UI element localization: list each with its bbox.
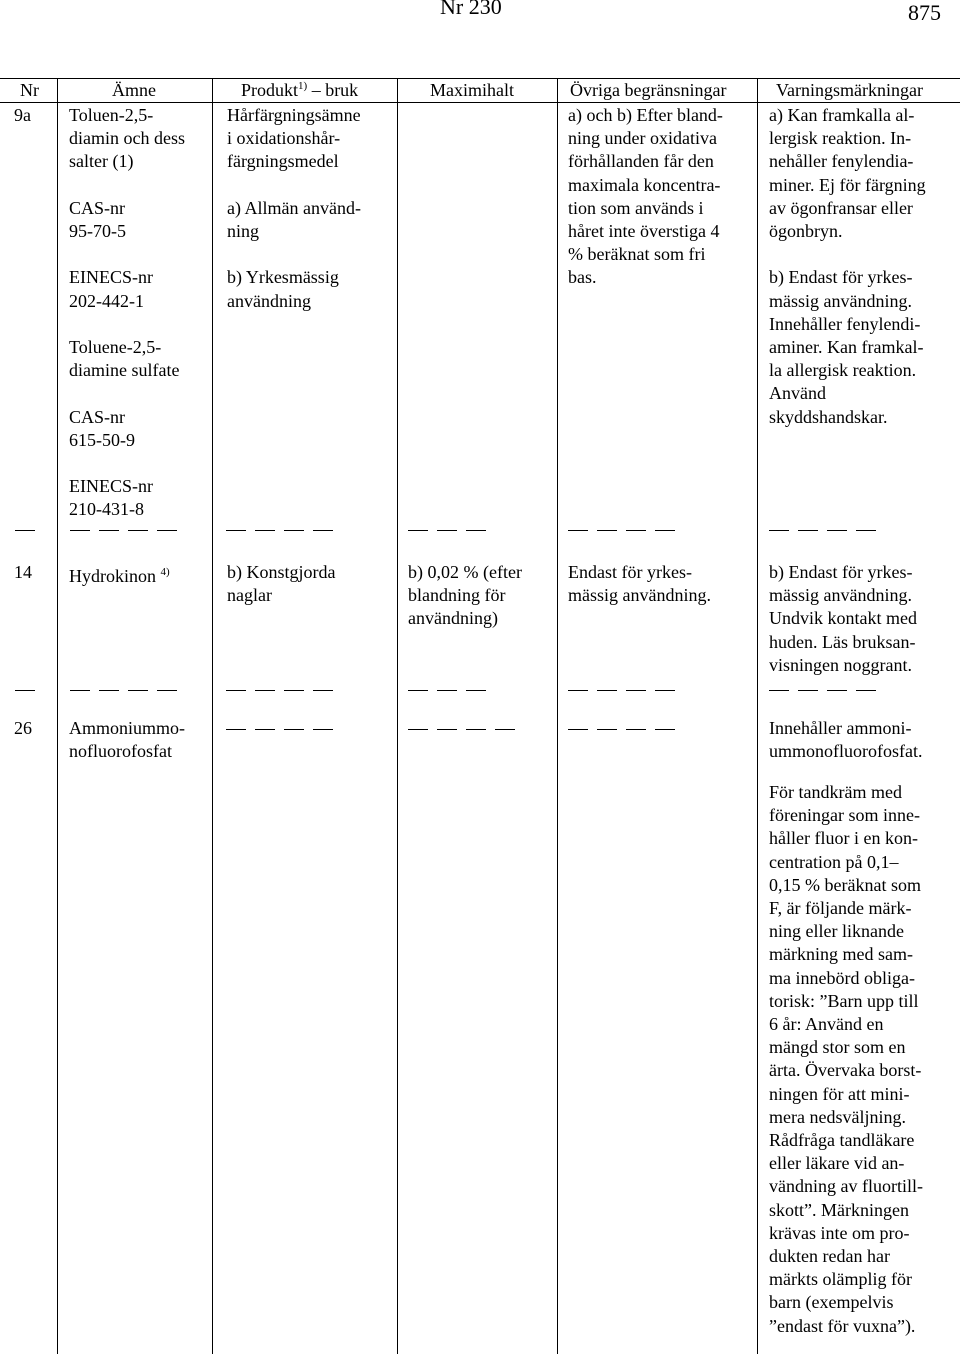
empty-cell-dash [568,729,588,730]
row-14-restrictions: Endast för yrkes- mässig användning. [568,562,711,606]
separator-dash [99,530,119,531]
page-number: 875 [908,0,941,25]
separator-dash [408,690,428,691]
document-number: Nr 230 [440,0,502,19]
separator-dash [856,690,876,691]
column-header-nr: Nr [20,80,39,100]
row-14-substance-name: Hydrokinon [69,566,161,586]
empty-cell-dash [626,729,646,730]
separator-dash [226,690,246,691]
column-divider [557,78,558,1354]
column-header-varning: Varningsmärkningar [776,80,923,100]
separator-dash [798,530,818,531]
separator-dash [568,530,588,531]
empty-cell-dash [597,729,617,730]
separator-dash [408,530,428,531]
separator-dash [157,690,177,691]
row-9a-substance: Toluen-2,5- diamin och dess salter (1) CAS-nr 95-70-5 EINECS-nr 202-442-1 Toluene-2,5- diamine sulfate CAS-nr 615-50-9 EINECS-nr 210-431-8 [69,105,185,520]
separator-dash [157,530,177,531]
separator-dash [626,530,646,531]
empty-cell-dash [313,729,333,730]
separator-dash [798,690,818,691]
row-9a-nr: 9a [14,105,31,125]
column-divider [57,78,58,1354]
row-14-nr: 14 [14,562,32,582]
separator-dash [597,530,617,531]
separator-dash [128,690,148,691]
empty-cell-dash [284,729,304,730]
row-14-product: b) Konstgjorda naglar [227,562,336,606]
separator-dash [284,690,304,691]
row-14-warnings: b) Endast för yrkes- mässig användning. Undvik kontakt med huden. Läs bruksan- visningen noggrant. [769,562,917,675]
separator-dash [466,690,486,691]
row-9a-restrictions: a) och b) Efter bland- ning under oxidativa förhållanden får den maximala koncentra- tion som används i håret inte överstiga 4 % beräknat som fri bas. [568,105,723,288]
separator-dash [70,690,90,691]
produkt-label: Produkt [241,80,299,100]
empty-cell-dash [226,729,246,730]
separator-dash [856,530,876,531]
separator-dash [255,530,275,531]
separator-dash [466,530,486,531]
empty-cell-dash [408,729,428,730]
table-top-rule [0,78,960,79]
separator-dash [655,530,675,531]
separator-dash [15,690,35,691]
empty-cell-dash [495,729,515,730]
empty-cell-dash [466,729,486,730]
row-9a-product: Hårfärgningsämne i oxidationshår- färgningsmedel a) Allmän använd- ning b) Yrkesmässig användning [227,105,361,311]
row-26-warnings: Innehåller ammoni- ummonofluorofosfat. [769,718,923,762]
empty-cell-dash [255,729,275,730]
column-divider [397,78,398,1354]
column-header-amne: Ämne [112,80,156,100]
separator-dash [226,530,246,531]
row-26-toothpaste-warning: För tandkräm med föreningar som inne- håller fluor i en kon- centration på 0,1– 0,15 % beräknat som F, är följande märk- ning eller liknande märkning med sam- ma innebörd obliga- torisk: ”Barn upp till 6 år: Använd en mängd stor som en ärta. Övervaka borst- ningen för att mini- mera nedsväljning. Rådfråga tandläkare eller läkare vid an- vändning av fluortill- skott”. Märkningen krävas inte om pro- dukten redan har märkts olämplig för barn (exempelvis ”endast för vuxna”). [769,782,923,1336]
separator-dash [827,690,847,691]
row-14-max-concentration: b) 0,02 % (efter blandning för användning) [408,562,522,629]
column-header-produkt [241,80,358,101]
separator-dash [769,690,789,691]
produkt-suffix: – bruk [307,80,359,100]
row-9a-warnings: a) Kan framkalla al- lergisk reaktion. In- nehåller fenylendia- miner. Ej för färgning av ögonfransar eller ögonbryn. b) Endast för yrkes- mässig användning. Innehåller fenylendi- aminer. Kan framkal- la allergisk reaktion. Använd skyddshandskar. [769,105,926,427]
separator-dash [15,530,35,531]
column-header-maximihalt: Maximihalt [430,80,514,100]
separator-dash [568,690,588,691]
produkt-footnote: 1) [298,80,308,92]
row-26-substance: Ammoniummo- nofluorofosfat [69,718,185,762]
column-header-ovriga: Övriga begränsningar [570,80,727,100]
row-26-nr: 26 [14,718,32,738]
separator-dash [769,530,789,531]
row-14-substance [69,561,170,588]
separator-dash [437,690,457,691]
separator-dash [255,690,275,691]
separator-dash [70,530,90,531]
column-divider [757,78,758,1354]
separator-dash [597,690,617,691]
separator-dash [313,690,333,691]
column-divider [212,78,213,1354]
table-header-rule [0,102,960,103]
separator-dash [313,530,333,531]
empty-cell-dash [655,729,675,730]
separator-dash [128,530,148,531]
separator-dash [437,530,457,531]
empty-cell-dash [437,729,457,730]
separator-dash [655,690,675,691]
separator-dash [99,690,119,691]
row-14-footnote: 4) [160,566,170,578]
separator-dash [284,530,304,531]
separator-dash [626,690,646,691]
separator-dash [827,530,847,531]
